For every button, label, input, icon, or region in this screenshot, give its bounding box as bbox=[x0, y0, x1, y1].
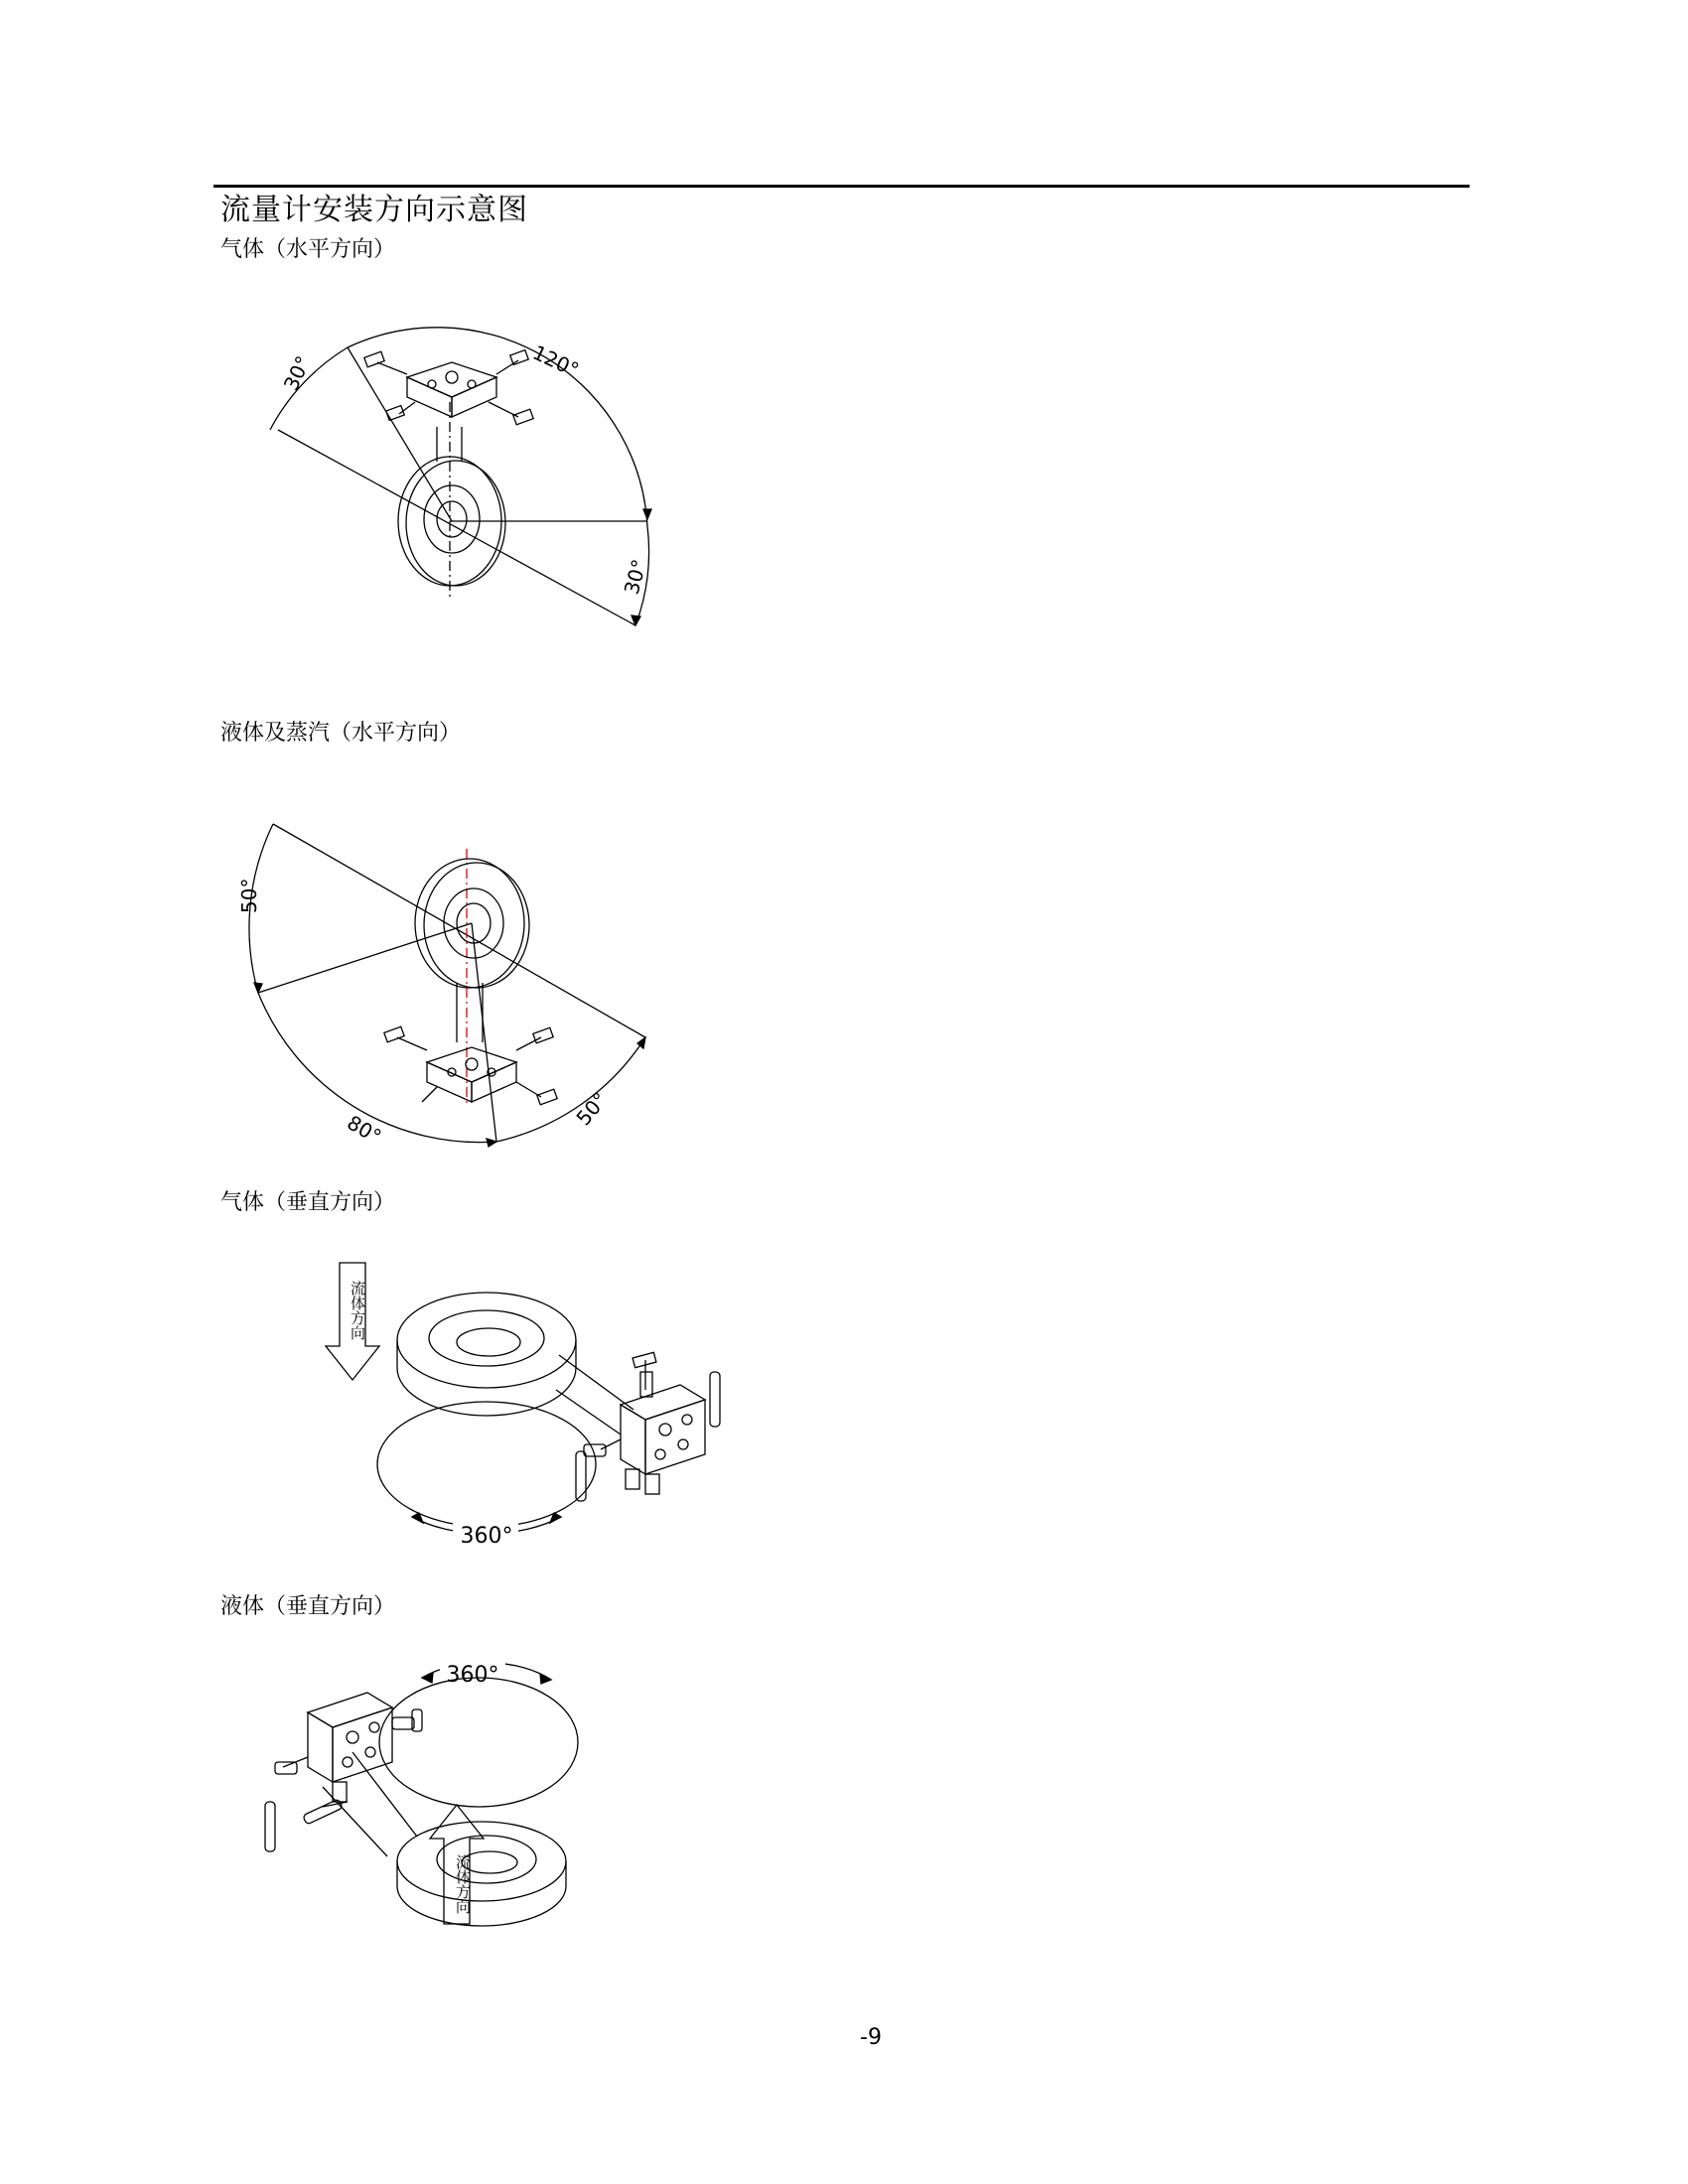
reference-line-upper bbox=[348, 347, 452, 521]
angle-arc-50-right bbox=[496, 1037, 645, 1142]
diagram-liquid-vertical bbox=[253, 1658, 670, 1966]
angle-label: 50° bbox=[571, 1087, 613, 1131]
reference-line-diagonal bbox=[273, 824, 645, 1037]
flange-top bbox=[397, 1293, 576, 1388]
valve-body bbox=[392, 1717, 414, 1729]
angle-label: 80° bbox=[343, 1110, 386, 1150]
angle-label: 360° bbox=[460, 1524, 513, 1549]
valve-handle bbox=[710, 1372, 720, 1427]
valve-handle bbox=[377, 362, 407, 374]
arrow-head bbox=[643, 509, 651, 519]
reference-line-lower bbox=[258, 923, 472, 993]
section-label-gas-horizontal: 气体（水平方向） bbox=[220, 237, 396, 262]
section-label-liquid-steam-horizontal: 液体及蒸汽（水平方向） bbox=[220, 721, 462, 746]
valve-handle bbox=[397, 1037, 427, 1050]
flow-direction-label: 流体方向 bbox=[454, 1854, 472, 1914]
flow-direction-label: 流体方向 bbox=[349, 1281, 366, 1340]
header-rule bbox=[213, 185, 1470, 188]
angle-label: 360° bbox=[446, 1663, 499, 1688]
flange-ring bbox=[444, 888, 503, 958]
angle-label: 50° bbox=[237, 878, 261, 913]
angle-label: 120° bbox=[528, 340, 583, 382]
flange-ring bbox=[437, 1836, 536, 1883]
page-number: -9 bbox=[860, 2025, 882, 2050]
flange-ring bbox=[429, 1310, 544, 1366]
valve-handle bbox=[265, 1802, 275, 1851]
angle-label: 30° bbox=[278, 351, 316, 395]
flange-top bbox=[397, 1822, 566, 1901]
angle-label: 30° bbox=[619, 556, 652, 598]
diagram-liquid-steam-horizontal bbox=[228, 804, 675, 1161]
flange-bore bbox=[457, 1328, 520, 1356]
page-title: 流量计安装方向示意图 bbox=[220, 193, 528, 227]
flange-ring bbox=[424, 485, 480, 553]
pipe-arm bbox=[559, 1355, 633, 1410]
reference-line-diagonal bbox=[278, 430, 635, 625]
flange-back bbox=[406, 461, 505, 586]
manifold-top bbox=[427, 1047, 516, 1082]
diagram-gas-horizontal bbox=[258, 313, 675, 650]
diagram-gas-vertical bbox=[318, 1261, 735, 1559]
arrow-head bbox=[487, 1139, 496, 1147]
section-label-liquid-vertical: 液体（垂直方向） bbox=[220, 1594, 396, 1619]
rotation-ellipse bbox=[379, 1678, 578, 1807]
angle-arc-80 bbox=[258, 993, 496, 1143]
section-label-gas-vertical: 气体（垂直方向） bbox=[220, 1190, 396, 1215]
rotation-ellipse bbox=[377, 1402, 596, 1527]
manifold-top bbox=[407, 362, 496, 397]
